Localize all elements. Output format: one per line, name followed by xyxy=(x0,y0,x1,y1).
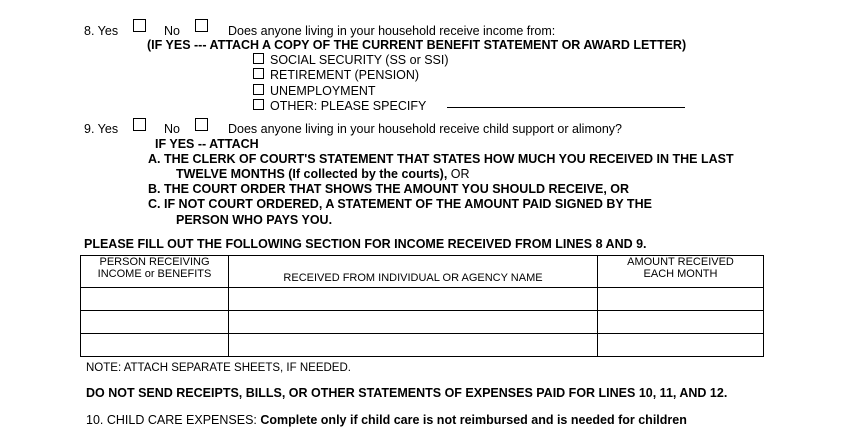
q8-option-checkbox-ss[interactable] xyxy=(253,53,264,64)
q8-yes-label: 8. Yes xyxy=(84,24,119,38)
cell-person-2[interactable] xyxy=(81,311,229,334)
q9-item-c-line1: C. IF NOT COURT ORDERED, A STATEMENT OF THE AMOUNT PAID SIGNED BY THE xyxy=(148,197,652,211)
q9-item-a-or: OR xyxy=(447,167,470,181)
q9-item-b: B. THE COURT ORDER THAT SHOWS THE AMOUNT YOU SHOULD RECEIVE, OR xyxy=(148,182,630,196)
header-person-receiving xyxy=(81,256,229,288)
q8-option-unemployment: UNEMPLOYMENT xyxy=(270,84,376,98)
cell-received-from-2[interactable] xyxy=(229,311,598,334)
q9-item-a-line1: A. THE CLERK OF COURT'S STATEMENT THAT STATES HOW MUCH YOU RECEIVED IN THE LAST xyxy=(148,152,734,166)
q8-instruction: (IF YES --- ATTACH A COPY OF THE CURRENT BENEFIT STATEMENT OR AWARD LETTER) xyxy=(147,38,687,52)
q8-no-label: No xyxy=(164,24,180,38)
q8-question: Does anyone living in your household receive income from: xyxy=(228,24,556,38)
header-amount-received xyxy=(598,256,764,288)
q9-question: Does anyone living in your household receive child support or alimony? xyxy=(228,122,622,136)
q9-item-a-bold: TWELVE MONTHS (If collected by the courts), xyxy=(176,167,448,181)
income-section-heading: PLEASE FILL OUT THE FOLLOWING SECTION FOR INCOME RECEIVED FROM LINES 8 AND 9. xyxy=(84,237,647,251)
q8-option-other: OTHER: PLEASE SPECIFY xyxy=(270,99,427,113)
q8-option-retirement: RETIREMENT (PENSION) xyxy=(270,68,420,82)
cell-person-3[interactable] xyxy=(81,334,229,357)
table-row xyxy=(81,334,764,357)
q10-line xyxy=(86,413,687,427)
q8-option-ss: SOCIAL SECURITY (SS or SSI) xyxy=(270,53,449,67)
q9-instruction: IF YES -- ATTACH xyxy=(155,137,259,151)
q9-yes-label: 9. Yes xyxy=(84,122,119,136)
q9-item-c-line2: PERSON WHO PAYS YOU. xyxy=(176,213,333,227)
q8-option-checkbox-other[interactable] xyxy=(253,99,264,110)
header-amount-line2: EACH MONTH xyxy=(643,268,718,280)
cell-amount-1[interactable] xyxy=(598,288,764,311)
q8-yes-checkbox[interactable] xyxy=(133,19,146,32)
header-amount-line1: AMOUNT RECEIVED xyxy=(627,256,734,268)
q8-no-checkbox[interactable] xyxy=(195,19,208,32)
q8-option-checkbox-retirement[interactable] xyxy=(253,68,264,79)
q8-option-checkbox-unemployment[interactable] xyxy=(253,84,264,95)
cell-person-1[interactable] xyxy=(81,288,229,311)
cell-amount-3[interactable] xyxy=(598,334,764,357)
income-table xyxy=(80,255,764,357)
cell-received-from-3[interactable] xyxy=(229,334,598,357)
table-row xyxy=(81,288,764,311)
q10-text: Complete only if child care is not reimbursed and is needed for children xyxy=(260,413,687,427)
header-person-line1: PERSON RECEIVING xyxy=(99,256,210,268)
q8-other-specify-line[interactable] xyxy=(447,107,685,108)
q10-label: 10. CHILD CARE EXPENSES: xyxy=(86,413,261,427)
q9-yes-checkbox[interactable] xyxy=(133,118,146,131)
cell-received-from-1[interactable] xyxy=(229,288,598,311)
q9-item-a-line2 xyxy=(176,167,470,181)
q9-no-checkbox[interactable] xyxy=(195,118,208,131)
table-header-row xyxy=(81,256,764,288)
header-person-line2: INCOME or BENEFITS xyxy=(97,268,212,280)
header-received-from: RECEIVED FROM INDIVIDUAL OR AGENCY NAME xyxy=(229,256,598,288)
q9-no-label: No xyxy=(164,122,180,136)
table-row xyxy=(81,311,764,334)
cell-amount-2[interactable] xyxy=(598,311,764,334)
note-separate-sheets: NOTE: ATTACH SEPARATE SHEETS, IF NEEDED. xyxy=(86,362,351,374)
warning-no-receipts: DO NOT SEND RECEIPTS, BILLS, OR OTHER STATEMENTS OF EXPENSES PAID FOR LINES 10, 11, AND 12. xyxy=(86,386,728,400)
